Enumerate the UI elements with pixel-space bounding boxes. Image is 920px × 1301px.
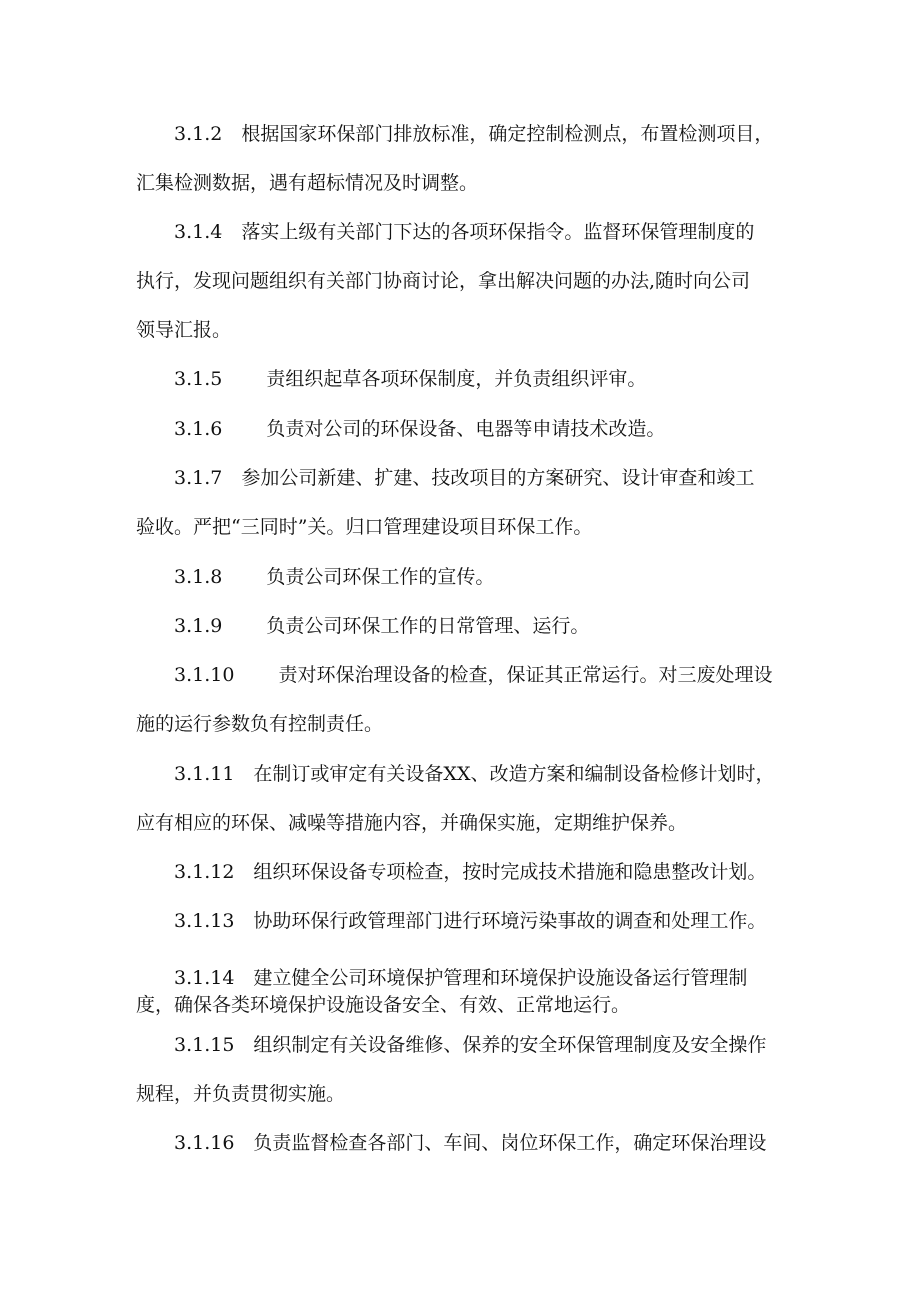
para-3-1-5-line-1: 3.1.5 责组织起草各项环保制度，并负责组织评审。 bbox=[174, 368, 647, 390]
para-3-1-7-line-2: 验收。严把“三同时”关。归口管理建设项目环保工作。 bbox=[136, 516, 593, 538]
para-3-1-2-line-2: 汇集检测数据，遇有超标情况及时调整。 bbox=[136, 172, 479, 194]
para-3-1-15-line-1: 3.1.15 组织制定有关设备维修、保养的安全环保管理制度及安全操作 bbox=[174, 1034, 767, 1056]
para-3-1-10-line-1: 3.1.10 责对环保治理设备的检查，保证其正常运行。对三废处理设 bbox=[174, 664, 773, 686]
para-3-1-4-line-3: 领导汇报。 bbox=[136, 319, 232, 341]
para-3-1-11-line-2: 应有相应的环保、减噪等措施内容，并确保实施，定期维护保养。 bbox=[136, 812, 688, 834]
para-3-1-14-line-1: 3.1.14 建立健全公司环境保护管理和环境保护设施设备运行管理制 bbox=[174, 967, 748, 989]
para-3-1-15-line-2: 规程，并负责贯彻实施。 bbox=[136, 1083, 346, 1105]
para-3-1-2-line-1: 3.1.2 根据国家环保部门排放标准，确定控制检测点，布置检测项目， bbox=[174, 123, 774, 145]
para-3-1-4-line-1: 3.1.4 落实上级有关部门下达的各项环保指令。监督环保管理制度的 bbox=[174, 221, 755, 243]
para-3-1-11-line-1: 3.1.11 在制订或审定有关设备XX、改造方案和编制设备检修计划时， bbox=[174, 763, 775, 785]
para-3-1-8-line-1: 3.1.8 负责公司环保工作的宣传。 bbox=[174, 566, 495, 588]
para-3-1-16-line-1: 3.1.16 负责监督检查各部门、车间、岗位环保工作，确定环保治理设 bbox=[174, 1132, 767, 1154]
para-3-1-10-line-2: 施的运行参数负有控制责任。 bbox=[136, 713, 384, 735]
para-3-1-12-line-1: 3.1.12 组织环保设备专项检查，按时完成技术措施和隐患整改计划。 bbox=[174, 861, 767, 883]
para-3-1-6-line-1: 3.1.6 负责对公司的环保设备、电器等申请技术改造。 bbox=[174, 418, 666, 440]
para-3-1-4-line-2: 执行，发现问题组织有关部门协商讨论，拿出解决问题的办法,随时向公司 bbox=[136, 270, 751, 292]
para-3-1-9-line-1: 3.1.9 负责公司环保工作的日常管理、运行。 bbox=[174, 615, 590, 637]
para-3-1-13-line-1: 3.1.13 协助环保行政管理部门进行环境污染事故的调查和处理工作。 bbox=[174, 910, 767, 932]
para-3-1-14-line-2: 度，确保各类环境保护设施设备安全、有效、正常地运行。 bbox=[136, 994, 631, 1016]
para-3-1-7-line-1: 3.1.7 参加公司新建、扩建、技改项目的方案研究、设计审查和竣工 bbox=[174, 467, 755, 489]
